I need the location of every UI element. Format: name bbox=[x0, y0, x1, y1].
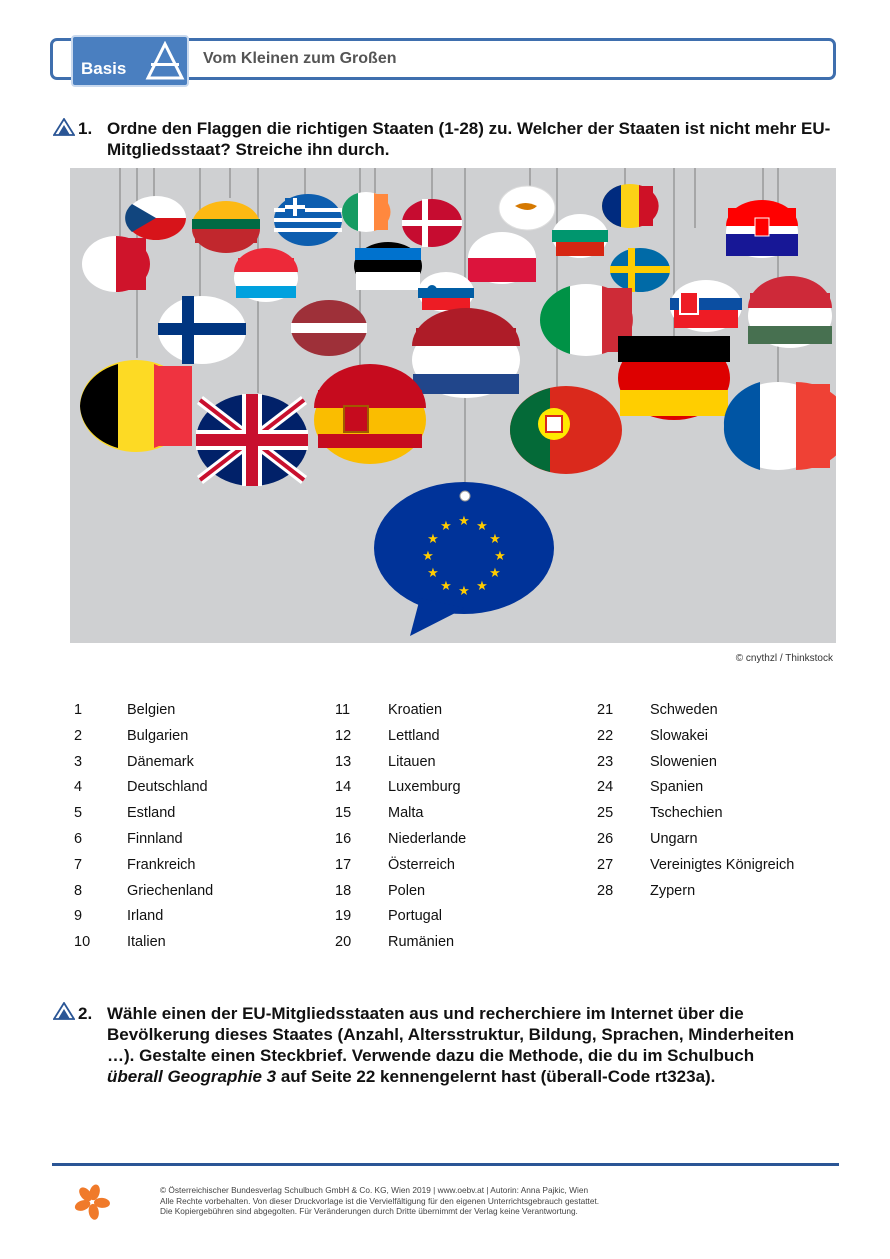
country-name: Finnland bbox=[127, 830, 183, 847]
svg-text:★: ★ bbox=[427, 532, 439, 547]
country-row bbox=[74, 726, 314, 752]
svg-text:★: ★ bbox=[494, 549, 506, 564]
svg-text:★: ★ bbox=[427, 566, 439, 581]
triangle-icon bbox=[145, 41, 185, 81]
svg-text:★: ★ bbox=[458, 584, 470, 599]
level-badge-label: Basis bbox=[81, 59, 127, 78]
country-number: 20 bbox=[335, 934, 352, 951]
country-row bbox=[74, 777, 314, 803]
basis-level-icon bbox=[53, 118, 75, 136]
country-name: Malta bbox=[388, 805, 424, 822]
country-name: Niederlande bbox=[388, 830, 467, 847]
task-2-number: 2. bbox=[78, 1004, 93, 1023]
svg-text:★: ★ bbox=[440, 579, 452, 594]
country-name: Polen bbox=[388, 882, 426, 899]
country-number: 9 bbox=[74, 908, 83, 925]
svg-text:★: ★ bbox=[476, 519, 488, 534]
country-column-2 bbox=[335, 700, 575, 958]
country-name: Luxemburg bbox=[388, 779, 461, 796]
header-bar bbox=[50, 38, 836, 80]
flags-illustration bbox=[70, 168, 836, 643]
country-row bbox=[335, 777, 575, 803]
country-number: 28 bbox=[597, 882, 614, 899]
country-name: Slowenien bbox=[650, 753, 717, 770]
country-number: 3 bbox=[74, 753, 83, 770]
country-row bbox=[335, 881, 575, 907]
country-number: 22 bbox=[597, 727, 614, 744]
photo-credit: © cnythzl / Thinkstock bbox=[735, 653, 833, 664]
country-row bbox=[74, 829, 314, 855]
country-name: Rumänien bbox=[388, 934, 455, 951]
task-2-line-4-rest: auf Seite 22 kennengelernt hast (überall-Code rt323a). bbox=[276, 1067, 716, 1086]
country-number: 10 bbox=[74, 934, 91, 951]
task-2-line-1: Wähle einen der EU-Mitgliedsstaaten aus und recherchiere im Internet über die bbox=[107, 1004, 744, 1023]
country-name: Kroatien bbox=[388, 702, 443, 718]
country-row bbox=[74, 906, 314, 932]
svg-text:★: ★ bbox=[476, 579, 488, 594]
country-number: 11 bbox=[335, 702, 351, 718]
country-name: Portugal bbox=[388, 908, 443, 925]
book-title: überall Geographie 3 bbox=[107, 1067, 277, 1086]
country-row bbox=[74, 803, 314, 829]
country-row bbox=[335, 803, 575, 829]
footer-divider bbox=[52, 1163, 839, 1166]
country-name: Estland bbox=[127, 805, 176, 822]
country-number: 1 bbox=[74, 702, 83, 718]
country-name: Litauen bbox=[388, 753, 436, 770]
country-number: 8 bbox=[74, 882, 83, 899]
country-row bbox=[335, 752, 575, 778]
country-name: Lettland bbox=[388, 727, 440, 744]
country-row bbox=[74, 752, 314, 778]
country-row bbox=[597, 700, 837, 726]
country-number: 16 bbox=[335, 830, 352, 847]
country-name: Deutschland bbox=[127, 779, 208, 796]
task-1-text: Ordne den Flaggen die richtigen Staaten (1-28) zu. Welcher der Staaten ist nicht mehr EU-Mitgliedsstaat? Streiche ihn durch. bbox=[107, 119, 831, 159]
country-row bbox=[74, 881, 314, 907]
country-name: Bulgarien bbox=[127, 727, 189, 744]
country-number: 5 bbox=[74, 805, 83, 822]
country-row bbox=[597, 726, 837, 752]
country-number: 14 bbox=[335, 779, 352, 796]
country-number: 18 bbox=[335, 882, 352, 899]
footer-line-2: Alle Rechte vorbehalten. Von dieser Druckvorlage ist die Vervielfältigung für den eigenen Unterrichtsgebrauch gestattet. bbox=[160, 1195, 600, 1206]
country-number: 25 bbox=[597, 805, 614, 822]
footer-text bbox=[160, 1185, 599, 1217]
svg-text:★: ★ bbox=[458, 514, 470, 529]
country-name: Ungarn bbox=[650, 830, 698, 847]
country-row bbox=[335, 932, 575, 958]
country-row bbox=[597, 803, 837, 829]
task-2-text bbox=[107, 1003, 837, 1087]
country-row bbox=[597, 881, 837, 907]
country-row bbox=[335, 700, 575, 726]
country-name: Vereinigtes Königreich bbox=[650, 856, 795, 873]
country-number: 12 bbox=[335, 727, 352, 744]
country-number: 17 bbox=[335, 856, 352, 873]
country-number: 13 bbox=[335, 753, 352, 770]
publisher-logo-icon bbox=[74, 1184, 110, 1220]
page-title: Vom Kleinen zum Großen bbox=[203, 50, 397, 67]
country-row bbox=[335, 855, 575, 881]
country-row bbox=[597, 777, 837, 803]
country-name: Zypern bbox=[650, 882, 696, 899]
country-number: 6 bbox=[74, 830, 83, 847]
task-2-line-2: Bevölkerung dieses Staates (Anzahl, Altersstruktur, Bildung, Sprachen, Minderheiten bbox=[107, 1025, 795, 1044]
country-name: Irland bbox=[127, 908, 164, 925]
country-number: 23 bbox=[597, 753, 614, 770]
country-number: 4 bbox=[74, 779, 83, 796]
country-number: 19 bbox=[335, 908, 352, 925]
svg-text:★: ★ bbox=[489, 532, 501, 547]
country-number: 21 bbox=[597, 702, 614, 718]
basis-level-icon bbox=[53, 1002, 75, 1020]
level-badge bbox=[71, 35, 189, 87]
country-column-3 bbox=[597, 700, 837, 906]
country-column-1 bbox=[74, 700, 314, 958]
task-2-line-4 bbox=[107, 1066, 837, 1087]
country-row bbox=[335, 726, 575, 752]
svg-text:★: ★ bbox=[489, 566, 501, 581]
country-row bbox=[597, 752, 837, 778]
country-name: Österreich bbox=[388, 856, 455, 873]
country-name: Spanien bbox=[650, 779, 704, 796]
svg-text:★: ★ bbox=[422, 549, 434, 564]
country-name: Griechenland bbox=[127, 882, 214, 899]
country-row bbox=[74, 932, 314, 958]
flags-photo bbox=[70, 168, 836, 643]
country-row bbox=[74, 700, 314, 726]
country-number: 24 bbox=[597, 779, 614, 796]
country-name: Tschechien bbox=[650, 805, 723, 822]
country-number: 15 bbox=[335, 805, 352, 822]
svg-text:★: ★ bbox=[440, 519, 452, 534]
country-name: Schweden bbox=[650, 702, 718, 718]
country-row bbox=[335, 829, 575, 855]
country-number: 26 bbox=[597, 830, 614, 847]
country-name: Belgien bbox=[127, 702, 176, 718]
country-number: 7 bbox=[74, 856, 83, 873]
country-number: 27 bbox=[597, 856, 614, 873]
task-2-line-3: …). Gestalte einen Steckbrief. Verwende dazu die Methode, die du im Schulbuch bbox=[107, 1046, 755, 1065]
country-row bbox=[597, 855, 837, 881]
footer-line-1: © Österreichischer Bundesverlag Schulbuch GmbH & Co. KG, Wien 2019 | www.oebv.at | Autorin: Anna Pajkic, Wien bbox=[160, 1185, 589, 1195]
country-name: Slowakei bbox=[650, 727, 709, 744]
country-row bbox=[74, 855, 314, 881]
country-row bbox=[335, 906, 575, 932]
country-row bbox=[597, 829, 837, 855]
country-name: Dänemark bbox=[127, 753, 194, 770]
country-name: Italien bbox=[127, 934, 166, 951]
country-name: Frankreich bbox=[127, 856, 196, 873]
country-number: 2 bbox=[74, 727, 83, 744]
task-1-number: 1. bbox=[78, 119, 93, 138]
footer-line-3: Die Kopiergebühren sind abgegolten. Für Veränderungen durch Dritte übernimmt der Verlag keine Verantwortung. bbox=[160, 1206, 578, 1216]
